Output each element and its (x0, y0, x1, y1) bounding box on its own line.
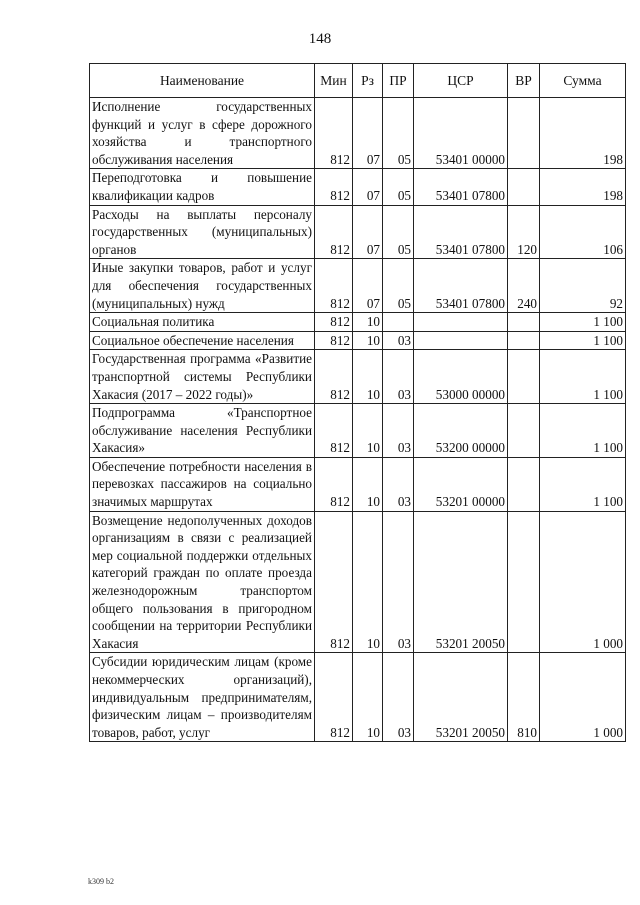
header-pr: ПР (383, 64, 414, 98)
cell-name: Субсидии юридическим лицам (кроме некоммерческих организаций), индивидуальным предпринимателям, физическим лицам – производителям товаров, работ, услуг (90, 653, 315, 742)
cell-rz: 10 (353, 350, 383, 404)
cell-min: 812 (315, 98, 353, 169)
cell-min: 812 (315, 331, 353, 350)
cell-min: 812 (315, 404, 353, 458)
cell-csr: 53401 07800 (414, 169, 508, 205)
cell-sum: 1 100 (540, 350, 626, 404)
cell-pr: 03 (383, 457, 414, 511)
cell-name: Социальное обеспечение населения (90, 331, 315, 350)
cell-rz: 10 (353, 457, 383, 511)
cell-min: 812 (315, 169, 353, 205)
cell-min: 812 (315, 313, 353, 332)
cell-rz: 10 (353, 653, 383, 742)
header-csr: ЦСР (414, 64, 508, 98)
table-row (90, 653, 626, 742)
cell-csr: 53200 00000 (414, 404, 508, 458)
cell-sum: 1 000 (540, 511, 626, 653)
cell-pr: 03 (383, 350, 414, 404)
cell-min: 812 (315, 653, 353, 742)
cell-sum: 1 100 (540, 457, 626, 511)
cell-pr: 05 (383, 98, 414, 169)
cell-vr (508, 457, 540, 511)
header-vr: ВР (508, 64, 540, 98)
cell-name: Подпрограмма «Транспортное обслуживание населения Республики Хакасия» (90, 404, 315, 458)
cell-csr: 53201 20050 (414, 511, 508, 653)
cell-min: 812 (315, 205, 353, 259)
cell-vr (508, 313, 540, 332)
cell-rz: 10 (353, 511, 383, 653)
cell-pr: 03 (383, 511, 414, 653)
table-row (90, 457, 626, 511)
cell-sum: 1 100 (540, 331, 626, 350)
cell-vr: 120 (508, 205, 540, 259)
cell-sum: 1 000 (540, 653, 626, 742)
table-row (90, 404, 626, 458)
cell-name: Переподготовка и повышение квалификации кадров (90, 169, 315, 205)
cell-name: Государственная программа «Развитие транспортной системы Республики Хакасия (2017 – 2022 годы)» (90, 350, 315, 404)
cell-vr: 810 (508, 653, 540, 742)
cell-csr: 53401 00000 (414, 98, 508, 169)
table-row (90, 98, 626, 169)
budget-table (89, 63, 626, 742)
cell-sum: 198 (540, 98, 626, 169)
cell-vr (508, 169, 540, 205)
cell-rz: 07 (353, 98, 383, 169)
cell-pr: 03 (383, 331, 414, 350)
cell-name: Социальная политика (90, 313, 315, 332)
cell-vr (508, 350, 540, 404)
cell-csr (414, 331, 508, 350)
cell-vr: 240 (508, 259, 540, 313)
cell-vr (508, 511, 540, 653)
cell-vr (508, 331, 540, 350)
cell-rz: 10 (353, 313, 383, 332)
cell-min: 812 (315, 350, 353, 404)
cell-pr: 05 (383, 169, 414, 205)
header-rz: Рз (353, 64, 383, 98)
cell-min: 812 (315, 457, 353, 511)
cell-min: 812 (315, 511, 353, 653)
table-row (90, 205, 626, 259)
header-row (90, 64, 626, 98)
cell-rz: 10 (353, 331, 383, 350)
cell-min: 812 (315, 259, 353, 313)
cell-rz: 07 (353, 169, 383, 205)
cell-name: Возмещение недополученных доходов организациям в связи с реализацией мер социальной поддержки отдельных категорий граждан по оплате проезда железнодорожным транспортом общего пользования в пригородном сообщении на территории Республики Хакасия (90, 511, 315, 653)
cell-rz: 07 (353, 259, 383, 313)
cell-sum: 92 (540, 259, 626, 313)
cell-csr: 53201 20050 (414, 653, 508, 742)
footer-code: k309 b2 (88, 877, 114, 886)
table-row (90, 331, 626, 350)
cell-csr: 53401 07800 (414, 205, 508, 259)
cell-name: Расходы на выплаты персоналу государственных (муниципальных) органов (90, 205, 315, 259)
cell-sum: 1 100 (540, 313, 626, 332)
cell-vr (508, 404, 540, 458)
header-sum: Сумма (540, 64, 626, 98)
cell-csr: 53401 07800 (414, 259, 508, 313)
page-number: 148 (308, 31, 332, 47)
cell-vr (508, 98, 540, 169)
cell-sum: 1 100 (540, 404, 626, 458)
table-row (90, 350, 626, 404)
cell-sum: 106 (540, 205, 626, 259)
cell-pr: 03 (383, 404, 414, 458)
table-row (90, 313, 626, 332)
cell-csr: 53201 00000 (414, 457, 508, 511)
cell-rz: 10 (353, 404, 383, 458)
cell-sum: 198 (540, 169, 626, 205)
cell-pr (383, 313, 414, 332)
cell-name: Иные закупки товаров, работ и услуг для обеспечения государственных (муниципальных) нужд (90, 259, 315, 313)
cell-pr: 05 (383, 259, 414, 313)
cell-csr: 53000 00000 (414, 350, 508, 404)
cell-csr (414, 313, 508, 332)
cell-rz: 07 (353, 205, 383, 259)
table-row (90, 259, 626, 313)
cell-pr: 03 (383, 653, 414, 742)
table-row (90, 511, 626, 653)
cell-name: Исполнение государственных функций и услуг в сфере дорожного хозяйства и транспортного обслуживания населения (90, 98, 315, 169)
table-row (90, 169, 626, 205)
header-min: Мин (315, 64, 353, 98)
cell-name: Обеспечение потребности населения в перевозках пассажиров на социально значимых маршрутах (90, 457, 315, 511)
cell-pr: 05 (383, 205, 414, 259)
header-name: Наименование (90, 64, 315, 98)
